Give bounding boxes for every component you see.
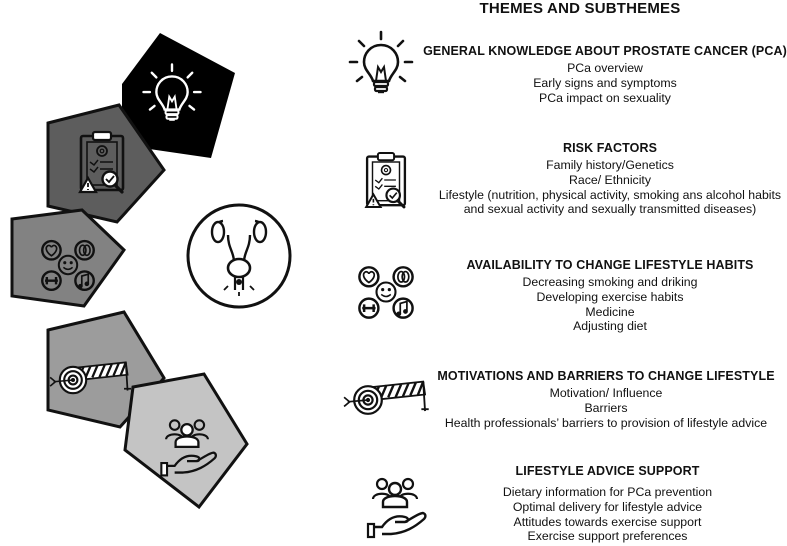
- subtheme: Medicine: [585, 304, 635, 319]
- subtheme: PCa impact on sexuality: [539, 90, 671, 105]
- theme-heading: RISK FACTORS: [562, 141, 658, 155]
- subtheme: Race/ Ethnicity: [568, 172, 651, 187]
- theme-heading: AVAILABILITY TO CHANGE LIFESTYLE HABITS: [466, 258, 754, 272]
- subtheme: Optimal delivery for lifestyle advice: [512, 499, 703, 514]
- subtheme: Adjusting diet: [573, 319, 647, 334]
- subtheme: PCa overview: [567, 61, 643, 75]
- subtheme: Exercise support preferences: [527, 529, 688, 544]
- subtheme: Barriers: [584, 400, 628, 415]
- hand-people-icon: [368, 479, 425, 537]
- subtheme: Health professionals’ barriers to provision of lifestyle advice: [444, 415, 768, 430]
- prostate-icon: [188, 205, 290, 307]
- theme-heading: GENERAL KNOWLEDGE ABOUT PROSTATE CANCER (PCA): [423, 44, 787, 58]
- theme-risk-factors: [430, 141, 787, 217]
- theme-heading: MOTIVATIONS AND BARRIERS TO CHANGE LIFESTYLE: [437, 369, 775, 383]
- subtheme: Decreasing smoking and driking: [522, 275, 698, 289]
- subtheme: Early signs and symptoms: [533, 75, 677, 90]
- subtheme: and sexual activity and sexually transmitted diseases): [463, 202, 757, 217]
- theme-heading: LIFESTYLE ADVICE SUPPORT: [515, 464, 700, 478]
- page-title: THEMES AND SUBTHEMES: [479, 0, 681, 17]
- subtheme: Family history/Genetics: [546, 158, 674, 172]
- pentagon-habits: [12, 210, 124, 306]
- subtheme: Developing exercise habits: [536, 289, 684, 304]
- theme-general-knowledge: [420, 44, 787, 105]
- subtheme: Dietary information for PCa prevention: [502, 485, 713, 499]
- theme-advice-support: [430, 464, 785, 544]
- lifestyle-habits-icon: [359, 267, 412, 317]
- subtheme: Attitudes towards exercise support: [513, 514, 702, 529]
- subtheme: Motivation/ Influence: [549, 386, 663, 400]
- lightbulb-icon: [350, 32, 412, 92]
- subtheme: Lifestyle (nutrition, physical activity, smoking ans alcohol habits: [438, 187, 782, 202]
- clipboard-risk-icon: [366, 153, 405, 207]
- target-barrier-icon: [344, 382, 429, 414]
- theme-motivations-barriers: [425, 369, 787, 430]
- theme-lifestyle-habits: [430, 258, 787, 334]
